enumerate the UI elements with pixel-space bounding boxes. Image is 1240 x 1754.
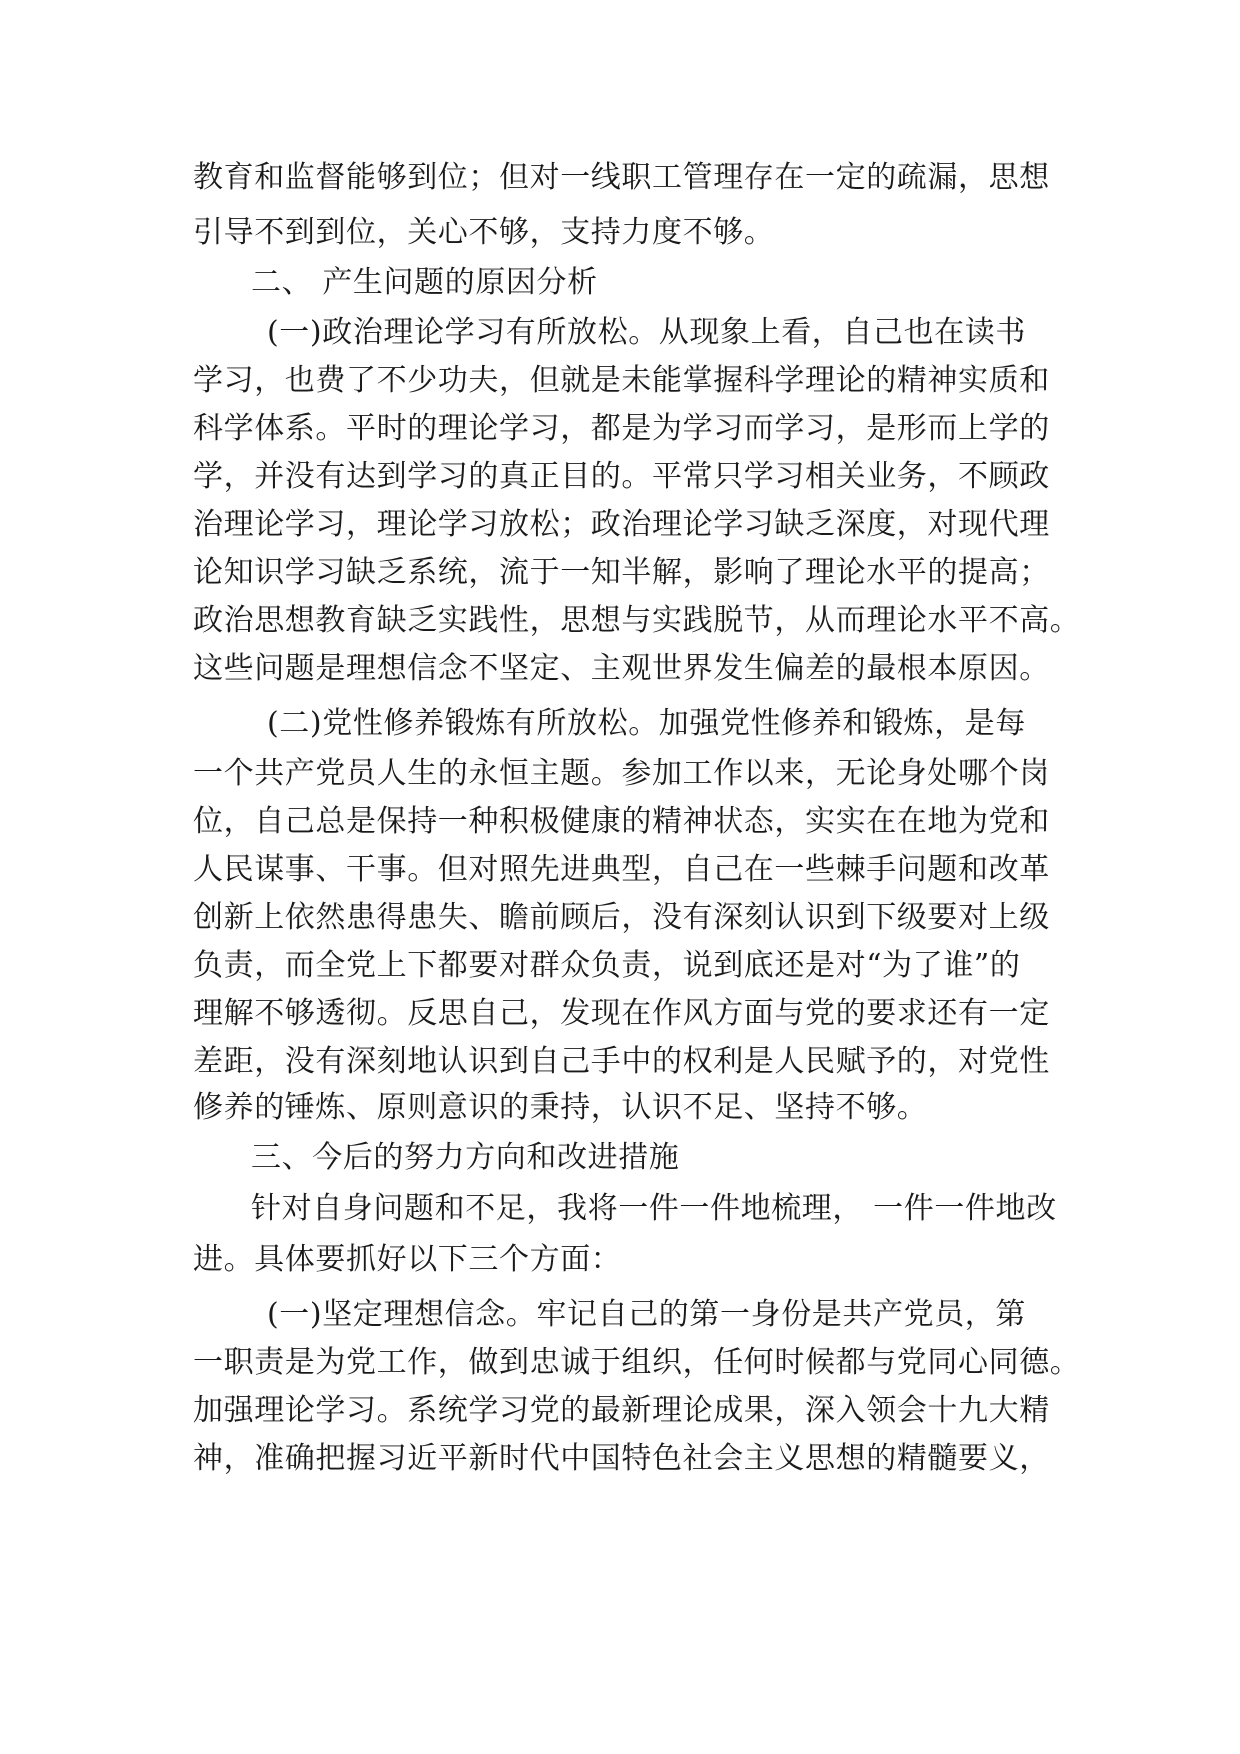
paragraph-line: 一个共产党员人生的永恒主题。参加工作以来，无论身处哪个岗 (193, 756, 1050, 791)
subsection-heading: (二)党性修养锻炼有所放松。加强党性修养和锻炼，是每 (267, 706, 1027, 741)
paragraph-line: 神，准确把握习近平新时代中国特色社会主义思想的精髓要义， (193, 1441, 1050, 1476)
paragraph-line: 人民谋事、干事。但对照先进典型，自己在一些棘手问题和改革 (193, 852, 1050, 887)
paragraph-line: 位，自己总是保持一种积极健康的精神状态，实实在在地为党和 (193, 804, 1050, 839)
paragraph-line: 一职责是为党工作，做到忠诚于组织，任何时候都与党同心同德。 (193, 1345, 1081, 1380)
paragraph-line: 理解不够透彻。反思自己，发现在作风方面与党的要求还有一定 (193, 996, 1050, 1031)
paragraph-line: 政治思想教育缺乏实践性，思想与实践脱节，从而理论水平不高。 (193, 603, 1081, 638)
paragraph-line: 负责，而全党上下都要对群众负责，说到底还是对“为了谁”的 (193, 948, 1021, 983)
section-heading: 二、 产生问题的原因分析 (251, 265, 598, 300)
paragraph-line: 差距，没有深刻地认识到自己手中的权利是人民赋予的，对党性 (193, 1044, 1050, 1079)
paragraph-line: 学，并没有达到学习的真正目的。平常只学习相关业务，不顾政 (193, 459, 1050, 494)
paragraph-line: 引导不到到位，关心不够，支持力度不够。 (193, 215, 775, 250)
paragraph-line: 进。具体要抓好以下三个方面： (193, 1242, 622, 1277)
subsection-heading: (一)政治理论学习有所放松。从现象上看，自己也在读书 (267, 315, 1027, 350)
paragraph-line: 加强理论学习。系统学习党的最新理论成果，深入领会十九大精 (193, 1393, 1050, 1428)
paragraph-line: 针对自身问题和不足，我将一件一件地梳理， 一件一件地改 (251, 1191, 1057, 1226)
paragraph-line: 论知识学习缺乏系统，流于一知半解，影响了理论水平的提高； (193, 555, 1050, 590)
subsection-heading: (一)坚定理想信念。牢记自己的第一身份是共产党员，第 (267, 1297, 1027, 1332)
paragraph-line: 教育和监督能够到位；但对一线职工管理存在一定的疏漏，思想 (193, 160, 1050, 195)
section-heading: 三、今后的努力方向和改进措施 (251, 1140, 680, 1175)
paragraph-line: 学习，也费了不少功夫，但就是未能掌握科学理论的精神实质和 (193, 363, 1050, 398)
paragraph-line: 这些问题是理想信念不坚定、主观世界发生偏差的最根本原因。 (193, 651, 1050, 686)
paragraph-line: 修养的锤炼、原则意识的秉持，认识不足、坚持不够。 (193, 1090, 928, 1125)
paragraph-line: 科学体系。平时的理论学习，都是为学习而学习，是形而上学的 (193, 411, 1050, 446)
paragraph-line: 治理论学习，理论学习放松；政治理论学习缺乏深度，对现代理 (193, 507, 1050, 542)
paragraph-line: 创新上依然患得患失、瞻前顾后，没有深刻认识到下级要对上级 (193, 900, 1050, 935)
